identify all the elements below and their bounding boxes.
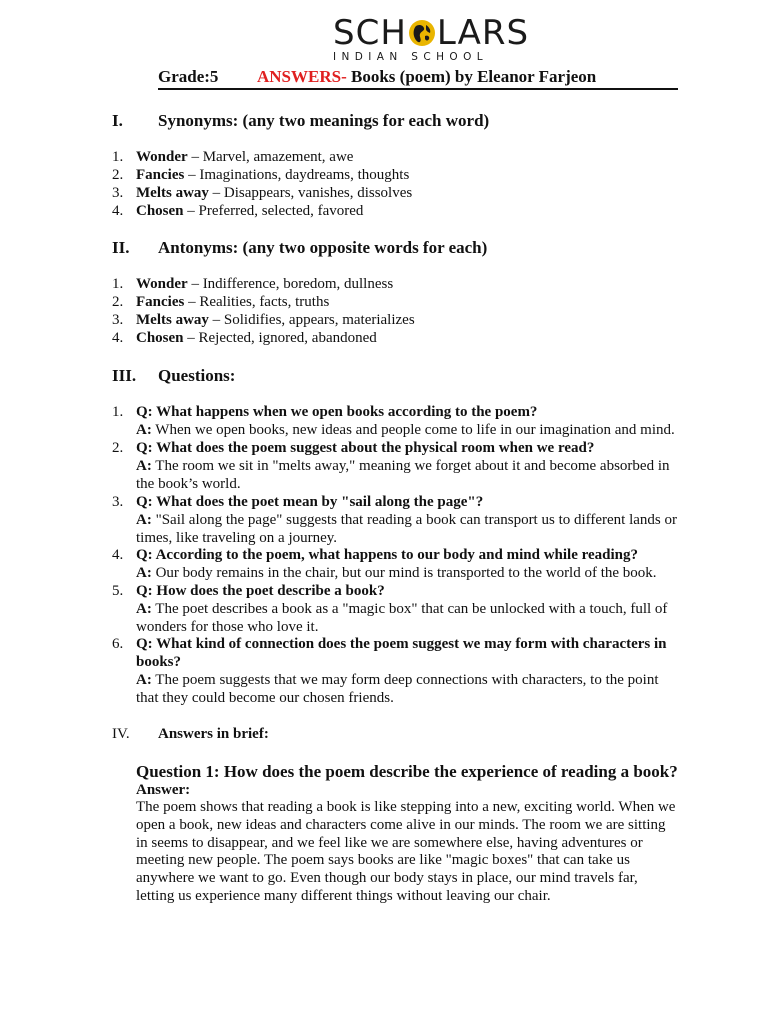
item-number: 4. xyxy=(112,547,124,563)
item-number: 3. xyxy=(112,185,124,201)
item-number: 3. xyxy=(112,312,124,328)
poem-title: Books (poem) by Eleanor Farjeon xyxy=(346,67,597,86)
answer: The poem suggests that we may form deep connections with characters, to the point that they could become our chosen friends. xyxy=(136,672,659,706)
answer: The room we sit in "melts away," meaning we forget about it and become absorbed in the book’s world. xyxy=(136,458,670,492)
answer: Our body remains in the chair, but our mind is transported to the world of the book. xyxy=(151,565,657,581)
answer-label: A: xyxy=(136,565,152,581)
header-divider xyxy=(158,88,678,90)
brief-answer-label: Answer: xyxy=(136,782,191,798)
item-number: 4. xyxy=(112,203,124,219)
question: Q: What happens when we open books according to the poem? xyxy=(136,404,538,420)
section-title: Antonyms: (any two opposite words for each) xyxy=(158,238,488,257)
brief-question: Question 1: How does the poem describe the experience of reading a book? xyxy=(136,762,678,781)
word: Chosen xyxy=(136,330,184,346)
section-title: Synonyms: (any two meanings for each word) xyxy=(158,111,490,130)
question: Q: What does the poem suggest about the physical room when we read? xyxy=(136,440,595,456)
word: Wonder xyxy=(136,276,188,292)
item-number: 2. xyxy=(112,294,124,310)
meaning: – Marvel, amazement, awe xyxy=(187,149,354,165)
answer: "Sail along the page" suggests that reading a book can transport us to different lands or times, like traveling on a journey. xyxy=(136,512,678,546)
word: Melts away xyxy=(136,312,209,328)
answer-label: A: xyxy=(136,512,152,528)
header-title xyxy=(257,67,596,87)
answer-label: A: xyxy=(136,672,152,688)
answers-label: ANSWERS- xyxy=(257,67,347,86)
brief-answer-text: The poem shows that reading a book is like stepping into a new, exciting world. When we open a book, new ideas and characters come alive in our minds. The room we are sitting in seems to disappear, and we feel like we are somewhere else, having adventures or meeting new people. The poem says books are like "magic boxes" that can take us anywhere we want to go. Even though our body stays in place, our mind travels far, letting us experience many different things without leaving our chair. xyxy=(136,799,676,904)
section-number: II. xyxy=(112,238,130,257)
question: Q: How does the poet describe a book? xyxy=(136,583,385,599)
globe-icon xyxy=(408,19,436,47)
item-number: 2. xyxy=(112,167,124,183)
item-number: 1. xyxy=(112,149,124,165)
word: Chosen xyxy=(136,203,184,219)
meaning: – Solidifies, appears, materializes xyxy=(208,312,415,328)
item-number: 6. xyxy=(112,636,124,652)
question: Q: What kind of connection does the poem suggest we may form with characters in books? xyxy=(136,636,667,670)
section-title: Answers in brief: xyxy=(158,726,269,742)
logo-wordmark-right: LARS xyxy=(436,13,530,53)
answer: When we open books, new ideas and people come to life in our imagination and mind. xyxy=(151,422,675,438)
section-number: IV. xyxy=(112,726,130,742)
school-logo xyxy=(333,13,530,66)
answer-label: A: xyxy=(136,422,152,438)
logo-subtitle: INDIAN SCHOOL xyxy=(333,51,488,63)
question: Q: What does the poet mean by "sail along the page"? xyxy=(136,494,484,510)
meaning: – Realities, facts, truths xyxy=(184,294,330,310)
logo-wordmark-left: SCH xyxy=(333,13,407,53)
answer-label: A: xyxy=(136,458,152,474)
answer: The poet describes a book as a "magic box" that can be unlocked with a touch, full of wonders for those who love it. xyxy=(136,601,668,635)
section-title: Questions: xyxy=(158,366,236,385)
question: Q: According to the poem, what happens to our body and mind while reading? xyxy=(136,547,639,563)
item-number: 3. xyxy=(112,494,124,510)
item-number: 1. xyxy=(112,404,124,420)
section-number: I. xyxy=(112,111,123,130)
meaning: – Preferred, selected, favored xyxy=(183,203,364,219)
word: Wonder xyxy=(136,149,188,165)
section-number: III. xyxy=(112,366,137,385)
meaning: – Indifference, boredom, dullness xyxy=(187,276,394,292)
meaning: – Disappears, vanishes, dissolves xyxy=(208,185,413,201)
answer-label: A: xyxy=(136,601,152,617)
item-number: 4. xyxy=(112,330,124,346)
meaning: – Imaginations, daydreams, thoughts xyxy=(184,167,410,183)
word: Melts away xyxy=(136,185,209,201)
word: Fancies xyxy=(136,294,185,310)
item-number: 5. xyxy=(112,583,124,599)
item-number: 2. xyxy=(112,440,124,456)
item-number: 1. xyxy=(112,276,124,292)
document-header xyxy=(158,67,678,89)
word: Fancies xyxy=(136,167,185,183)
grade-label: Grade:5 xyxy=(158,67,219,86)
meaning: – Rejected, ignored, abandoned xyxy=(183,330,377,346)
